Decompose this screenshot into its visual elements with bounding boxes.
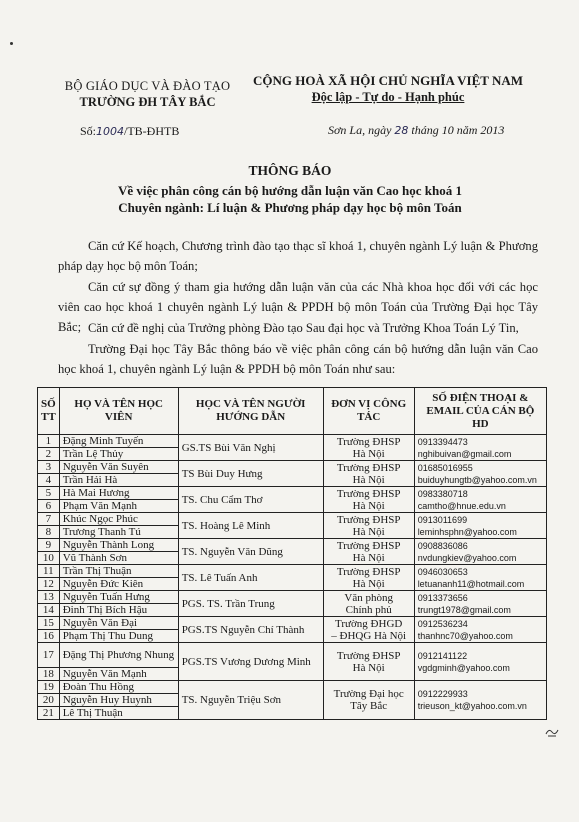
student-name: Đoàn Thu Hồng bbox=[59, 681, 178, 694]
student-name: Nguyễn Tuấn Hưng bbox=[59, 591, 178, 604]
student-name: Nguyễn Thành Long bbox=[59, 539, 178, 552]
issuer-block bbox=[40, 78, 255, 110]
advisor-contact bbox=[414, 591, 546, 617]
advisor-name: TS. Chu Cẩm Thơ bbox=[178, 487, 323, 513]
row-number: 17 bbox=[38, 643, 60, 668]
advisor-email: camtho@hnue.edu.vn bbox=[417, 500, 506, 511]
advisor-unit bbox=[323, 461, 414, 487]
unit-line-1: Văn phòng bbox=[344, 591, 393, 604]
table-row bbox=[38, 565, 547, 578]
advisor-contact bbox=[414, 461, 546, 487]
unit-line-2: Tây Bắc bbox=[350, 700, 388, 712]
unit-line-2: Hà Nội bbox=[352, 499, 385, 512]
advisor-name: TS. Lê Tuấn Anh bbox=[178, 565, 323, 591]
unit-line-2: Hà Nội bbox=[352, 473, 385, 486]
advisor-contact bbox=[414, 539, 546, 565]
table-row bbox=[38, 539, 547, 552]
advisor-name: TS. Hoàng Lê Minh bbox=[178, 513, 323, 539]
col-header-advisor: HỌC VÀ TÊN NGƯỜI HƯỚNG DẪN bbox=[178, 388, 323, 435]
advisor-unit bbox=[323, 513, 414, 539]
student-name: Nguyễn Huy Huynh bbox=[59, 694, 178, 707]
student-name: Nguyễn Đức Kiên bbox=[59, 578, 178, 591]
advisor-phone: 0912141122 bbox=[417, 650, 468, 661]
advisor-email: leminhsphn@yahoo.com bbox=[417, 526, 517, 537]
day-handwritten: 28 bbox=[394, 124, 409, 137]
row-number: 14 bbox=[38, 604, 60, 617]
student-name: Khúc Ngọc Phúc bbox=[59, 513, 178, 526]
advisor-contact bbox=[414, 681, 546, 720]
row-number: 13 bbox=[38, 591, 60, 604]
row-number: 6 bbox=[38, 500, 60, 513]
advisor-contact bbox=[414, 617, 546, 643]
row-number: 19 bbox=[38, 681, 60, 694]
advisor-email: letuananh11@hotmail.com bbox=[417, 578, 525, 589]
advisor-contact bbox=[414, 643, 546, 681]
advisor-contact bbox=[414, 435, 546, 461]
advisor-phone: 0983380718 bbox=[417, 488, 468, 499]
advisor-email: nvdungkiev@yahoo.com bbox=[417, 552, 517, 563]
unit-line-2: Hà Nội bbox=[352, 577, 385, 590]
paragraph-2-text: Căn cứ sự đồng ý tham gia hướng dẫn luận văn của các Nhà khoa học đối với các học viên cao học khoá 1 chuyên ngành Lý luận & PPDH bộ môn Toán của Trường Đại học Tây Bắc; bbox=[58, 280, 538, 334]
row-number: 3 bbox=[38, 461, 60, 474]
initial-mark bbox=[545, 726, 559, 741]
student-name: Đặng Minh Tuyến bbox=[59, 435, 178, 448]
advisor-name: TS. Nguyễn Văn Dũng bbox=[178, 539, 323, 565]
student-name: Vũ Thành Sơn bbox=[59, 552, 178, 565]
unit-line-1: Trường ĐHSP bbox=[336, 649, 401, 662]
advisor-phone: 01685016955 bbox=[417, 462, 473, 473]
place-suffix: tháng 10 năm 2013 bbox=[411, 123, 505, 137]
unit-line-2: Hà Nội bbox=[352, 661, 385, 674]
unit-line-2: Chính phủ bbox=[345, 603, 392, 616]
table-header-row bbox=[38, 388, 547, 435]
row-number: 10 bbox=[38, 552, 60, 565]
reference-number bbox=[80, 124, 179, 139]
row-number: 4 bbox=[38, 474, 60, 487]
unit-line-1: Trường Đại học bbox=[333, 688, 404, 700]
student-name: Lê Thị Thuận bbox=[59, 707, 178, 720]
table-row bbox=[38, 435, 547, 448]
university-name: TRƯỜNG ĐH TÂY BẮC bbox=[79, 95, 216, 109]
row-number: 5 bbox=[38, 487, 60, 500]
advisor-phone: 0913394473 bbox=[417, 436, 468, 447]
student-name: Nguyễn Văn Đại bbox=[59, 617, 178, 630]
student-name: Nguyễn Văn Suyên bbox=[59, 461, 178, 474]
unit-line-2: – ĐHQG Hà Nội bbox=[331, 629, 407, 642]
paragraph-4-text: Trường Đại học Tây Bắc thông báo về việc phân công cán bộ hướng dẫn luận văn Cao học khoá 1, chuyên ngành Lý luận & PPDH bộ môn Toán như sau: bbox=[58, 342, 538, 376]
table-row bbox=[38, 643, 547, 668]
row-number: 20 bbox=[38, 694, 60, 707]
unit-line-2: Hà Nội bbox=[352, 447, 385, 460]
table-row bbox=[38, 461, 547, 474]
place-date bbox=[328, 123, 504, 138]
col-header-contact: SỐ ĐIỆN THOẠI & EMAIL CỦA CÁN BỘ HD bbox=[414, 388, 546, 435]
paragraph-4 bbox=[58, 339, 538, 379]
advisor-unit bbox=[323, 681, 414, 720]
row-number: 15 bbox=[38, 617, 60, 630]
advisor-unit bbox=[323, 591, 414, 617]
paragraph-3 bbox=[58, 318, 538, 338]
ministry-name: BỘ GIÁO DỤC VÀ ĐÀO TẠO bbox=[64, 79, 231, 93]
advisor-phone: 0946030653 bbox=[417, 566, 468, 577]
advisor-email: vgdgminh@yahoo.com bbox=[417, 662, 510, 673]
unit-line-2: Hà Nội bbox=[352, 525, 385, 538]
advisor-email: thanhnc70@yahoo.com bbox=[417, 630, 513, 641]
unit-line-1: Trường ĐHSP bbox=[336, 513, 401, 526]
row-number: 16 bbox=[38, 630, 60, 643]
national-header bbox=[238, 72, 538, 106]
unit-line-1: Trường ĐHSP bbox=[336, 539, 401, 552]
scan-dot bbox=[10, 42, 13, 45]
document-major: Chuyên ngành: Lí luận & Phương pháp dạy học bộ môn Toán bbox=[118, 200, 462, 215]
place-prefix: Sơn La, ngày bbox=[328, 123, 392, 137]
document-subject: Về việc phân công cán bộ hướng dẫn luận văn Cao học khoá 1 bbox=[117, 183, 463, 198]
row-number: 12 bbox=[38, 578, 60, 591]
table-row bbox=[38, 617, 547, 630]
paragraph-3-text: Căn cứ đề nghị của Trưởng phòng Đào tạo Sau đại học và Trưởng Khoa Toán Lý Tin, bbox=[88, 321, 519, 335]
row-number: 11 bbox=[38, 565, 60, 578]
advisor-name: PGS.TS Nguyễn Chí Thành bbox=[178, 617, 323, 643]
advisor-name: TS. Nguyễn Triệu Sơn bbox=[178, 681, 323, 720]
advisor-email: buiduyhungtb@yahoo.com.vn bbox=[417, 474, 537, 485]
advisor-email: nghibuivan@gmail.com bbox=[417, 448, 512, 459]
advisor-unit bbox=[323, 487, 414, 513]
unit-line-1: Trường ĐHGD bbox=[335, 617, 403, 630]
student-name: Trần Hải Hà bbox=[59, 474, 178, 487]
student-name: Đặng Thị Phương Nhung bbox=[59, 643, 178, 668]
advisor-phone: 0912229933 bbox=[417, 689, 468, 699]
row-number: 7 bbox=[38, 513, 60, 526]
student-name: Nguyễn Văn Mạnh bbox=[59, 668, 178, 681]
advisor-contact bbox=[414, 513, 546, 539]
advisor-email: trungt1978@gmail.com bbox=[417, 604, 511, 615]
advisor-assignment-table bbox=[37, 387, 547, 720]
advisor-name: GS.TS Bùi Văn Nghị bbox=[178, 435, 323, 461]
document-title: THÔNG BÁO bbox=[248, 163, 332, 178]
row-number: 21 bbox=[38, 707, 60, 720]
table-row bbox=[38, 591, 547, 604]
col-header-stt: SỐ TT bbox=[38, 388, 60, 435]
advisor-phone: 0908836086 bbox=[417, 540, 468, 551]
advisor-unit bbox=[323, 539, 414, 565]
unit-line-1: Trường ĐHSP bbox=[336, 487, 401, 500]
col-header-student: HỌ VÀ TÊN HỌC VIÊN bbox=[59, 388, 178, 435]
student-name: Phạm Văn Mạnh bbox=[59, 500, 178, 513]
table-row bbox=[38, 513, 547, 526]
col-header-unit: ĐƠN VỊ CÔNG TÁC bbox=[323, 388, 414, 435]
student-name: Phạm Thị Thu Dung bbox=[59, 630, 178, 643]
ref-suffix: /TB-ĐHTB bbox=[124, 124, 180, 138]
advisor-name: PGS.TS Vương Dương Minh bbox=[178, 643, 323, 681]
advisor-phone: 0912536234 bbox=[417, 618, 468, 629]
table-row bbox=[38, 681, 547, 694]
ref-prefix: Số: bbox=[80, 124, 97, 138]
row-number: 9 bbox=[38, 539, 60, 552]
unit-line-1: Trường ĐHSP bbox=[336, 461, 401, 474]
republic-name: CỘNG HOÀ XÃ HỘI CHỦ NGHĨA VIỆT NAM bbox=[252, 73, 524, 88]
advisor-contact bbox=[414, 487, 546, 513]
paragraph-1 bbox=[58, 236, 538, 276]
advisor-unit bbox=[323, 435, 414, 461]
paragraph-1-text: Căn cứ Kế hoạch, Chương trình đào tạo thạc sĩ khoá 1, chuyên ngành Lý luận & Phương pháp dạy học bộ môn Toán; bbox=[58, 239, 538, 273]
row-number: 18 bbox=[38, 668, 60, 681]
advisor-name: TS Bùi Duy Hưng bbox=[178, 461, 323, 487]
student-name: Trương Thanh Tú bbox=[59, 526, 178, 539]
row-number: 8 bbox=[38, 526, 60, 539]
national-motto: Độc lập - Tự do - Hạnh phúc bbox=[311, 90, 465, 104]
student-name: Trần Thị Thuận bbox=[59, 565, 178, 578]
handwritten-initial-icon bbox=[545, 726, 559, 738]
unit-line-1: Trường ĐHSP bbox=[336, 435, 401, 448]
advisor-contact bbox=[414, 565, 546, 591]
advisor-email: trieuson_kt@yahoo.com.vn bbox=[417, 701, 527, 711]
unit-line-1: Trường ĐHSP bbox=[336, 565, 401, 578]
student-name: Hà Mai Hương bbox=[59, 487, 178, 500]
table-row bbox=[38, 487, 547, 500]
advisor-unit bbox=[323, 617, 414, 643]
advisor-unit bbox=[323, 643, 414, 681]
student-name: Trần Lệ Thủy bbox=[59, 448, 178, 461]
advisor-phone: 0913373656 bbox=[417, 592, 468, 603]
advisor-unit bbox=[323, 565, 414, 591]
unit-line-2: Hà Nội bbox=[352, 551, 385, 564]
student-name: Đinh Thị Bích Hậu bbox=[59, 604, 178, 617]
advisor-name: PGS. TS. Trần Trung bbox=[178, 591, 323, 617]
row-number: 1 bbox=[38, 435, 60, 448]
row-number: 2 bbox=[38, 448, 60, 461]
advisor-phone: 0913011699 bbox=[417, 514, 468, 525]
ref-number-handwritten: 1004 bbox=[96, 125, 125, 138]
